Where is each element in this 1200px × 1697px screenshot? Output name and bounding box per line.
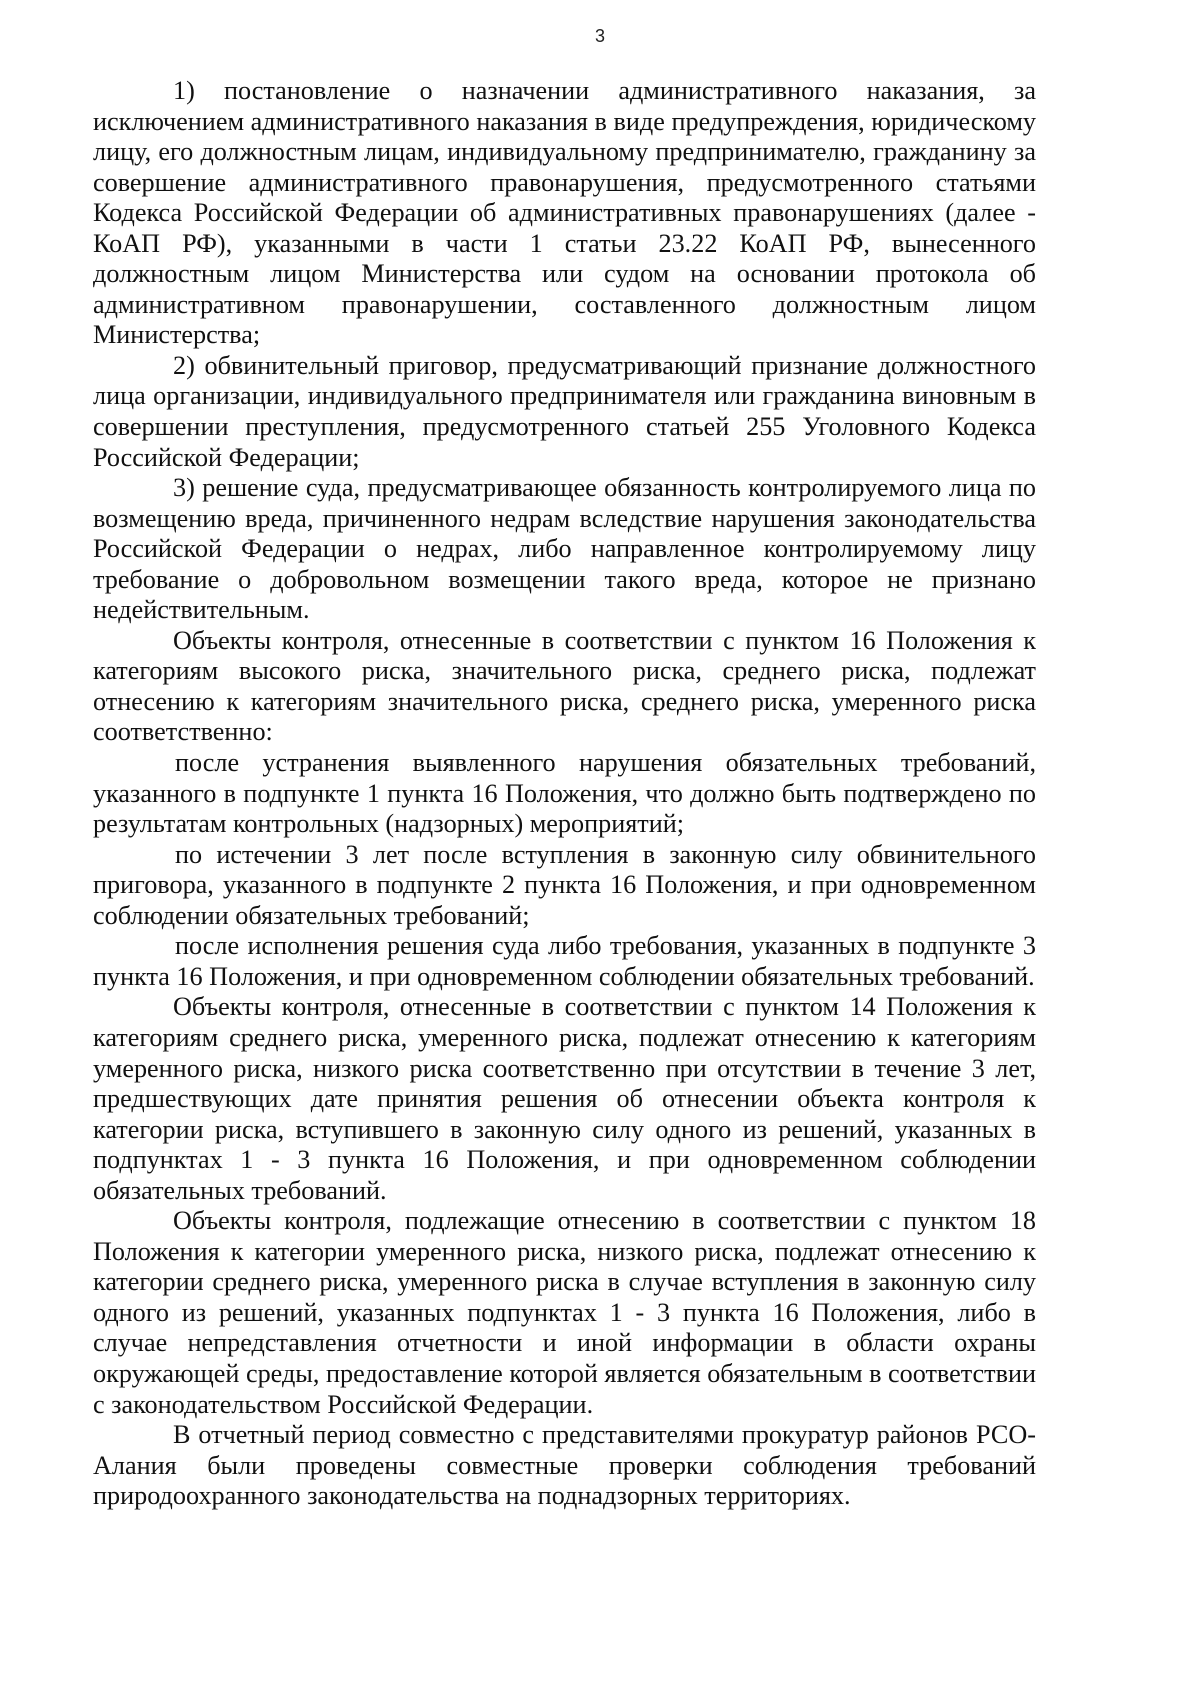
paragraph-item-2: 2) обвинительный приговор, предусматривающий признание должностного лица организации, индивидуального предпринимателя или гражданина виновным в совершении преступления, предусмотренного статьей 255 Уголовного Кодекса Российской Федерации; [93,350,1036,472]
paragraph-condition-1: после устранения выявленного нарушения обязательных требований, указанного в подпункте 1 пункта 16 Положения, что должно быть подтверждено по результатам контрольных (надзорных) мероприятий; [93,748,1036,839]
page-number: 3 [594,26,605,46]
paragraph-point-18: Объекты контроля, подлежащие отнесению в соответствии с пунктом 18 Положения к категории умеренного риска, низкого риска, подлежат отнесению к категории среднего риска, умеренного риска в случае вступления в законную силу одного из решений, указанных подпунктах 1 - 3 пункта 16 Положения, либо в случае непредставления отчетности и иной информации в области охраны окружающей среды, предоставление которой является обязательным в соответствии с законодательством Российской Федерации. [93,1206,1036,1419]
paragraph-item-3: 3) решение суда, предусматривающее обязанность контролируемого лица по возмещению вреда, причиненного недрам вследствие нарушения законодательства Российской Федерации о недрах, либо направленное контролируемому лицу требование о добровольном возмещении такого вреда, которое не признано недействительным. [93,473,1036,625]
paragraph-condition-2: по истечении 3 лет после вступления в законную силу обвинительного приговора, указанного в подпункте 2 пункта 16 Положения, и при одновременном соблюдении обязательных требований; [93,839,1036,930]
document-body [93,76,1036,1512]
paragraph-risk-reclassification: Объекты контроля, отнесенные в соответствии с пунктом 16 Положения к категориям высокого риска, значительного риска, среднего риска, подлежат отнесению к категориям значительного риска, среднего риска, умеренного риска соответственно: [93,625,1036,747]
paragraph-condition-3: после исполнения решения суда либо требования, указанных в подпункте 3 пункта 16 Положения, и при одновременном соблюдении обязательных требований. [93,931,1036,991]
paragraph-joint-inspections: В отчетный период совместно с представителями прокуратур районов РСО-Алания были проведены совместные проверки соблюдения требований природоохранного законодательства на поднадзорных территориях. [93,1420,1036,1511]
paragraph-point-14: Объекты контроля, отнесенные в соответствии с пунктом 14 Положения к категориям среднего риска, умеренного риска, подлежат отнесению к категориям умеренного риска, низкого риска соответственно при отсутствии в течение 3 лет, предшествующих дате принятия решения об отнесении объекта контроля к категории риска, вступившего в законную силу одного из решений, указанных в подпунктах 1 - 3 пункта 16 Положения, и при одновременном соблюдении обязательных требований. [93,992,1036,1205]
paragraph-item-1: 1) постановление о назначении административного наказания, за исключением административного наказания в виде предупреждения, юридическому лицу, его должностным лицам, индивидуальному предпринимателю, гражданину за совершение административного правонарушения, предусмотренного статьями Кодекса Российской Федерации об административных правонарушениях (далее - КоАП РФ), указанными в части 1 статьи 23.22 КоАП РФ, вынесенного должностным лицом Министерства или судом на основании протокола об административном правонарушении, составленного должностным лицом Министерства; [93,76,1036,350]
